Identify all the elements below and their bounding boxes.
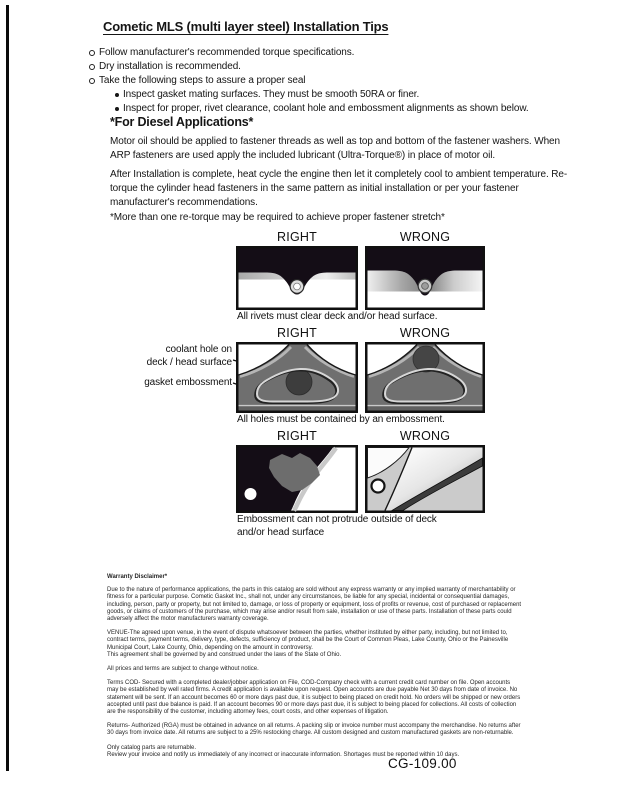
page-edge-line: [6, 5, 9, 771]
list-item: [89, 74, 559, 88]
caption-line: and/or head surface: [237, 526, 325, 538]
legal-paragraph: Only catalog parts are returnable.: [107, 744, 197, 751]
figure3-right-label: RIGHT: [277, 429, 317, 443]
list-item-text: Dry installation is recommended.: [99, 61, 241, 72]
legal-paragraph: VENUE-The agreed upon venue, in the event of dispute whatsoever between the parties, whether instituted by either party, including, but not limited to, contract terms, payment terms, delivery, type, defects, sufficiency of product, shall be the Court of Common Pleas, Lake County, Ohio or the Painesville Municipal Court, Lake County, Ohio, depending on the amount in controversy.: [107, 630, 509, 651]
list-item: [89, 60, 559, 74]
annotation-text: coolant hole on: [165, 344, 232, 355]
figure3-caption: [237, 514, 467, 539]
figure-embossment-wrong: [365, 342, 485, 413]
figure2-right-label: RIGHT: [277, 326, 317, 340]
page-title: Cometic MLS (multi layer steel) Installation Tips: [103, 19, 389, 34]
legal-paragraph: Returns- Authorized (RGA) must be obtained in advance on all returns. A packing slip or invoice number must accompany the merchandise. No returns after 30 days from invoice date. All returns are subject to a 25% restocking charge. All custom designed and custom manufactured gaskets are non-returnable.: [107, 723, 521, 737]
legal-paragraph: All prices and terms are subject to change without notice.: [107, 666, 259, 673]
caption-line: Embossment can not protrude outside of deck: [237, 514, 437, 525]
figure3-wrong-label: WRONG: [399, 429, 451, 443]
installation-tips-list: [89, 46, 559, 116]
diesel-paragraph-2: After Installation is complete, heat cycle the engine then let it completely cool to ambient temperature. Re-torque the cylinder head fasteners in the same pattern as initial installation or per your fastener manufacturer's recommendations.: [110, 169, 568, 209]
coolant-hole-annotation: [108, 344, 232, 369]
figure1-wrong-label: WRONG: [399, 230, 451, 244]
list-item: [89, 46, 559, 60]
diesel-applications-heading: *For Diesel Applications*: [110, 115, 254, 129]
bullet-icon: [89, 78, 95, 84]
figure-rivet-right: [236, 246, 358, 310]
legal-paragraph: This agreement shall be governed by and construed under the laws of the State of Ohio.: [107, 651, 342, 658]
list-item-text: Follow manufacturer's recommended torque specifications.: [99, 47, 355, 58]
figure-protrusion-wrong: [365, 445, 485, 513]
list-item-text: Inspect for proper, rivet clearance, coolant hole and embossment alignments as shown below.: [123, 103, 529, 114]
gasket-embossment-annotation: gasket embossment: [144, 377, 232, 388]
legal-paragraph: Due to the nature of performance applications, the parts in this catalog are sold without any express warranty or any implied warranty of merchantability or fitness for a particular purpose. Cometic Gasket Inc., shall not, under any circumstances, be liable for any special, incidental or consequential damages, including, person, party or property, but not limited to, damage, or loss of property or equipment, loss of profits or revenue, cost of purchased or replacement goods, or claims of customers of the purchase, which may arise and/or result from sale, installation or use of these parts. Installation of these parts could adversely affect the motor manufacturers warranty coverage.: [107, 587, 522, 623]
annotation-text: deck / head surface: [146, 356, 232, 368]
list-item-text: Inspect gasket mating surfaces. They must be smooth 50RA or finer.: [123, 89, 420, 100]
figure2-caption: All holes must be contained by an embossment.: [237, 414, 445, 425]
list-item-text: Take the following steps to assure a proper seal: [99, 75, 306, 86]
legal-paragraph: Terms COD- Secured with a completed dealer/jobber application on File, COD-Company check with a current credit card number on file. Open accounts may be established by well rated firms. A credit application is available upon request. Open accounts are due payable Net 30 days from date of invoice. No statement will be sent. If an account becomes 60 or more days past due, it is subject to being placed on credit hold. No orders will be shipped or new orders accepted until past due balance is paid. If an account becomes 90 or more days past due, it is subject to being placed for collections. All costs of collection are the responsibility of the customer, including attorney fees, court costs, and other expenses of litigation.: [107, 680, 521, 716]
figure1-right-label: RIGHT: [277, 230, 317, 244]
bullet-icon: [89, 64, 95, 70]
bullet-icon: [115, 93, 119, 97]
figure-embossment-right: [236, 342, 358, 413]
list-item: [115, 102, 559, 116]
figure-rivet-wrong: [365, 246, 485, 310]
bullet-icon: [115, 107, 119, 111]
warranty-disclaimer-heading: Warranty Disclaimer*: [107, 574, 168, 580]
bullet-icon: [89, 50, 95, 56]
warranty-disclaimer-block: [107, 574, 523, 759]
legal-paragraph: Review your invoice and notify us immediately of any incorrect or inaccurate information. Shortages must be reported within 10 days.: [107, 751, 460, 758]
figure-protrusion-right: [236, 445, 358, 513]
figure1-caption: All rivets must clear deck and/or head surface.: [237, 311, 438, 322]
diesel-paragraph-1: Motor oil should be applied to fastener threads as well as top and bottom of the fastener washers. When ARP fasteners are used apply the included lubricant (Ultra-Torque®) in place of motor oil.: [110, 136, 560, 162]
figure2-wrong-label: WRONG: [399, 326, 451, 340]
list-item: [115, 88, 559, 102]
page-number: CG-109.00: [388, 756, 457, 771]
retorque-note: *More than one re-torque may be required to achieve proper fastener stretch*: [110, 212, 445, 223]
